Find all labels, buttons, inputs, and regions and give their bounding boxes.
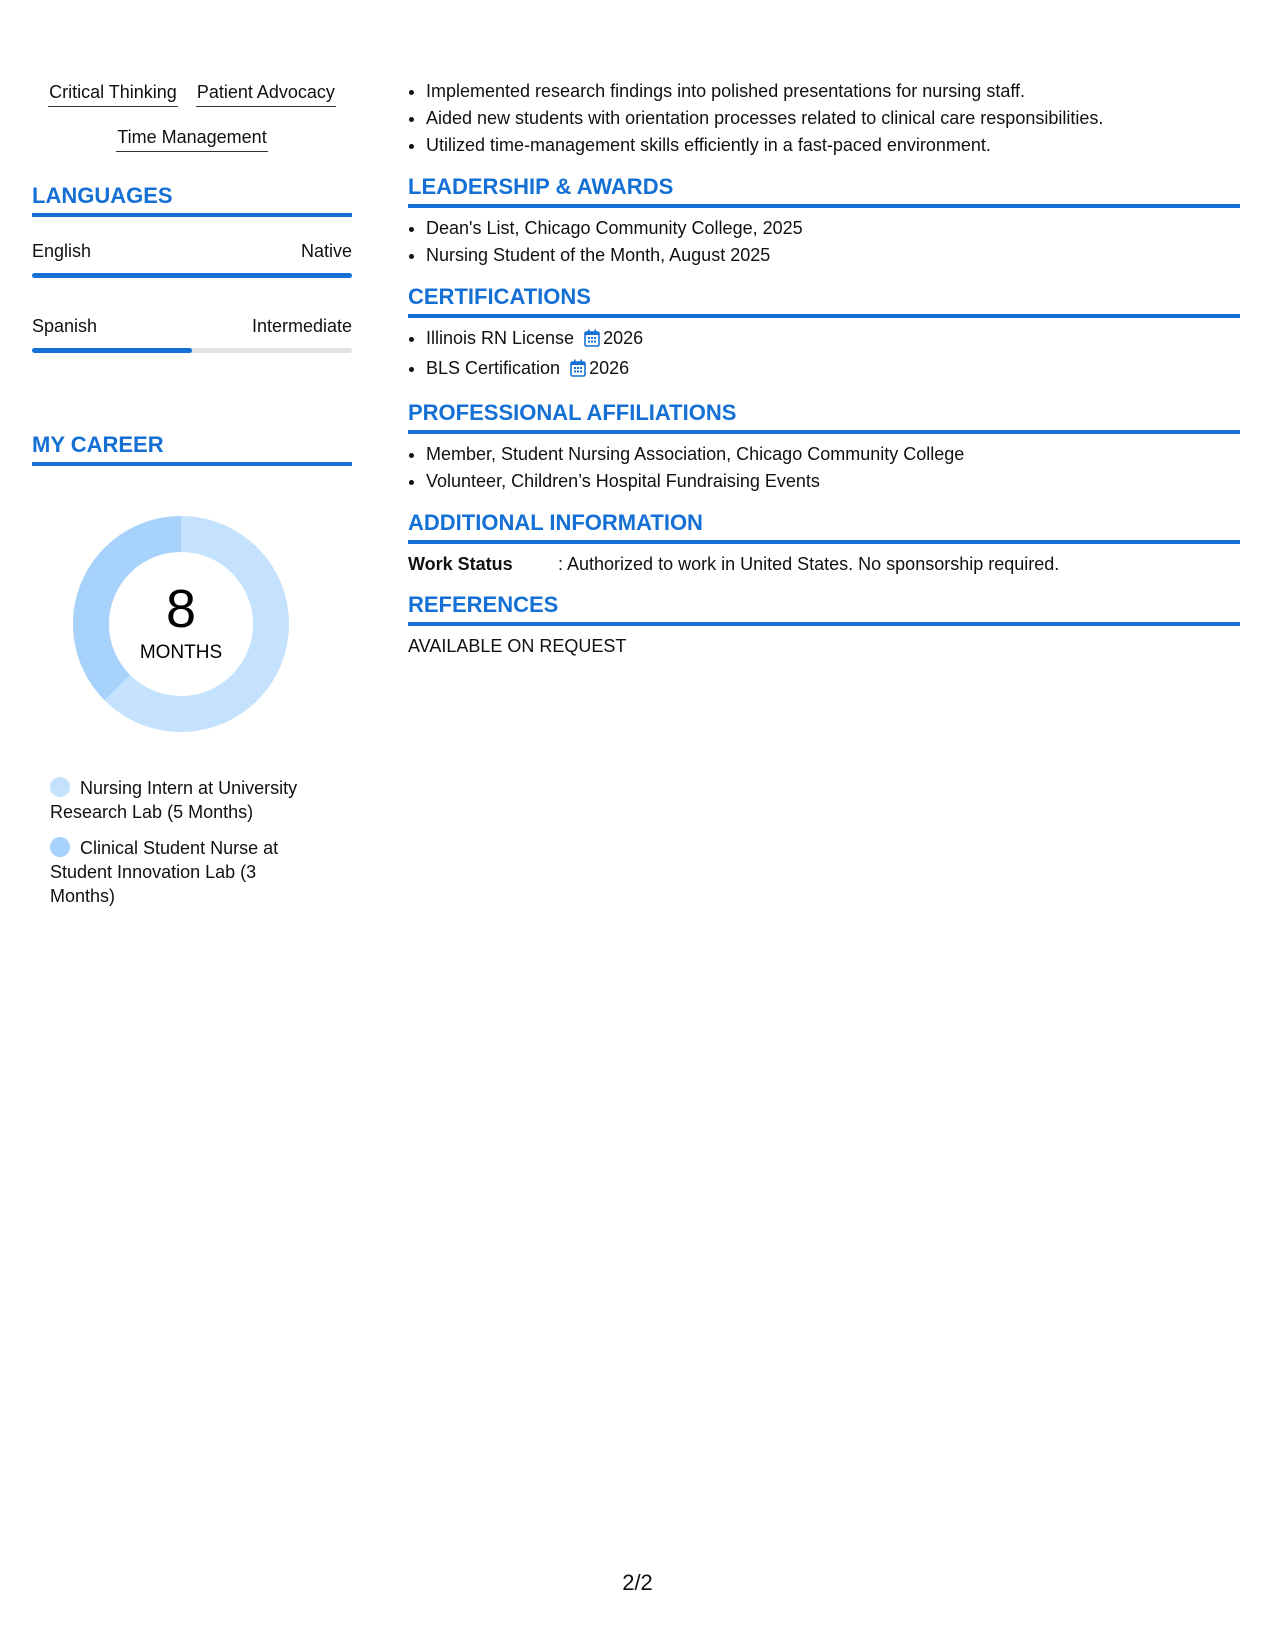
legend-item — [50, 776, 320, 824]
list-item: • Aided new students with orientation processes related to clinical care responsibilities. — [426, 105, 1240, 132]
legend-dot — [50, 777, 70, 797]
career-donut-chart — [65, 508, 297, 740]
language-item — [32, 314, 352, 353]
language-name: Spanish — [32, 316, 98, 336]
calendar-icon — [584, 328, 600, 355]
list-item: • Member, Student Nursing Association, Chicago Community College — [426, 441, 1240, 468]
language-proficiency-bar — [32, 273, 352, 278]
donut-total-number: 8 — [165, 579, 197, 639]
list-item: • Volunteer, Children’s Hospital Fundraising Events — [426, 468, 1240, 495]
list-item — [426, 325, 1240, 355]
list-item: • Nursing Student of the Month, August 2025 — [426, 242, 1240, 269]
legend-label: Clinical Student Nurse at Student Innovation Lab (3 Months) — [50, 838, 279, 906]
skill-tag: Critical Thinking — [48, 80, 178, 107]
language-proficiency-fill — [32, 348, 192, 353]
skill-tag: Patient Advocacy — [196, 80, 336, 107]
right-column — [408, 78, 1240, 659]
legend-dot — [50, 837, 70, 857]
affiliations-section — [408, 399, 1240, 495]
affiliations-heading: PROFESSIONAL AFFILIATIONS — [408, 399, 1240, 434]
certification-year: 2026 — [589, 358, 630, 378]
language-level: Intermediate — [251, 316, 352, 336]
language-item — [32, 239, 352, 278]
references-section — [408, 591, 1240, 659]
skills-list — [32, 80, 352, 152]
career-legend — [50, 776, 320, 908]
references-text: AVAILABLE ON REQUEST — [408, 636, 627, 656]
donut-total-unit: MONTHS — [139, 642, 223, 663]
certifications-section — [408, 283, 1240, 385]
left-column — [32, 80, 352, 920]
languages-heading: LANGUAGES — [32, 182, 352, 217]
career-heading: MY CAREER — [32, 431, 352, 466]
certification-name: BLS Certification — [426, 358, 561, 378]
legend-item — [50, 836, 320, 908]
certification-year: 2026 — [603, 328, 644, 348]
list-item: • Utilized time-management skills efficiently in a fast-paced environment. — [426, 132, 1240, 159]
certification-name: Illinois RN License — [426, 328, 575, 348]
legend-label: Nursing Intern at University Research Lab (5 Months) — [50, 778, 298, 822]
work-status-value: : Authorized to work in United States. No sponsorship required. — [558, 554, 1060, 574]
leadership-heading: LEADERSHIP & AWARDS — [408, 173, 1240, 208]
references-heading: REFERENCES — [408, 591, 1240, 626]
language-proficiency-bar — [32, 348, 352, 353]
additional-info-section — [408, 509, 1240, 577]
work-status-row — [408, 551, 1240, 577]
certifications-heading: CERTIFICATIONS — [408, 283, 1240, 318]
language-level: Native — [300, 241, 352, 261]
list-item: • Dean's List, Chicago Community College, 2025 — [426, 215, 1240, 242]
list-item: • Implemented research findings into polished presentations for nursing staff. — [426, 78, 1240, 105]
page-number: 2/2 — [622, 1570, 653, 1595]
calendar-icon — [570, 358, 586, 385]
experience-bullets — [408, 78, 1240, 159]
skill-tag: Time Management — [116, 125, 267, 152]
additional-info-heading: ADDITIONAL INFORMATION — [408, 509, 1240, 544]
list-item — [426, 355, 1240, 385]
work-status-label: Work Status — [408, 554, 513, 574]
leadership-section — [408, 173, 1240, 269]
language-proficiency-fill — [32, 273, 352, 278]
language-name: English — [32, 241, 92, 261]
